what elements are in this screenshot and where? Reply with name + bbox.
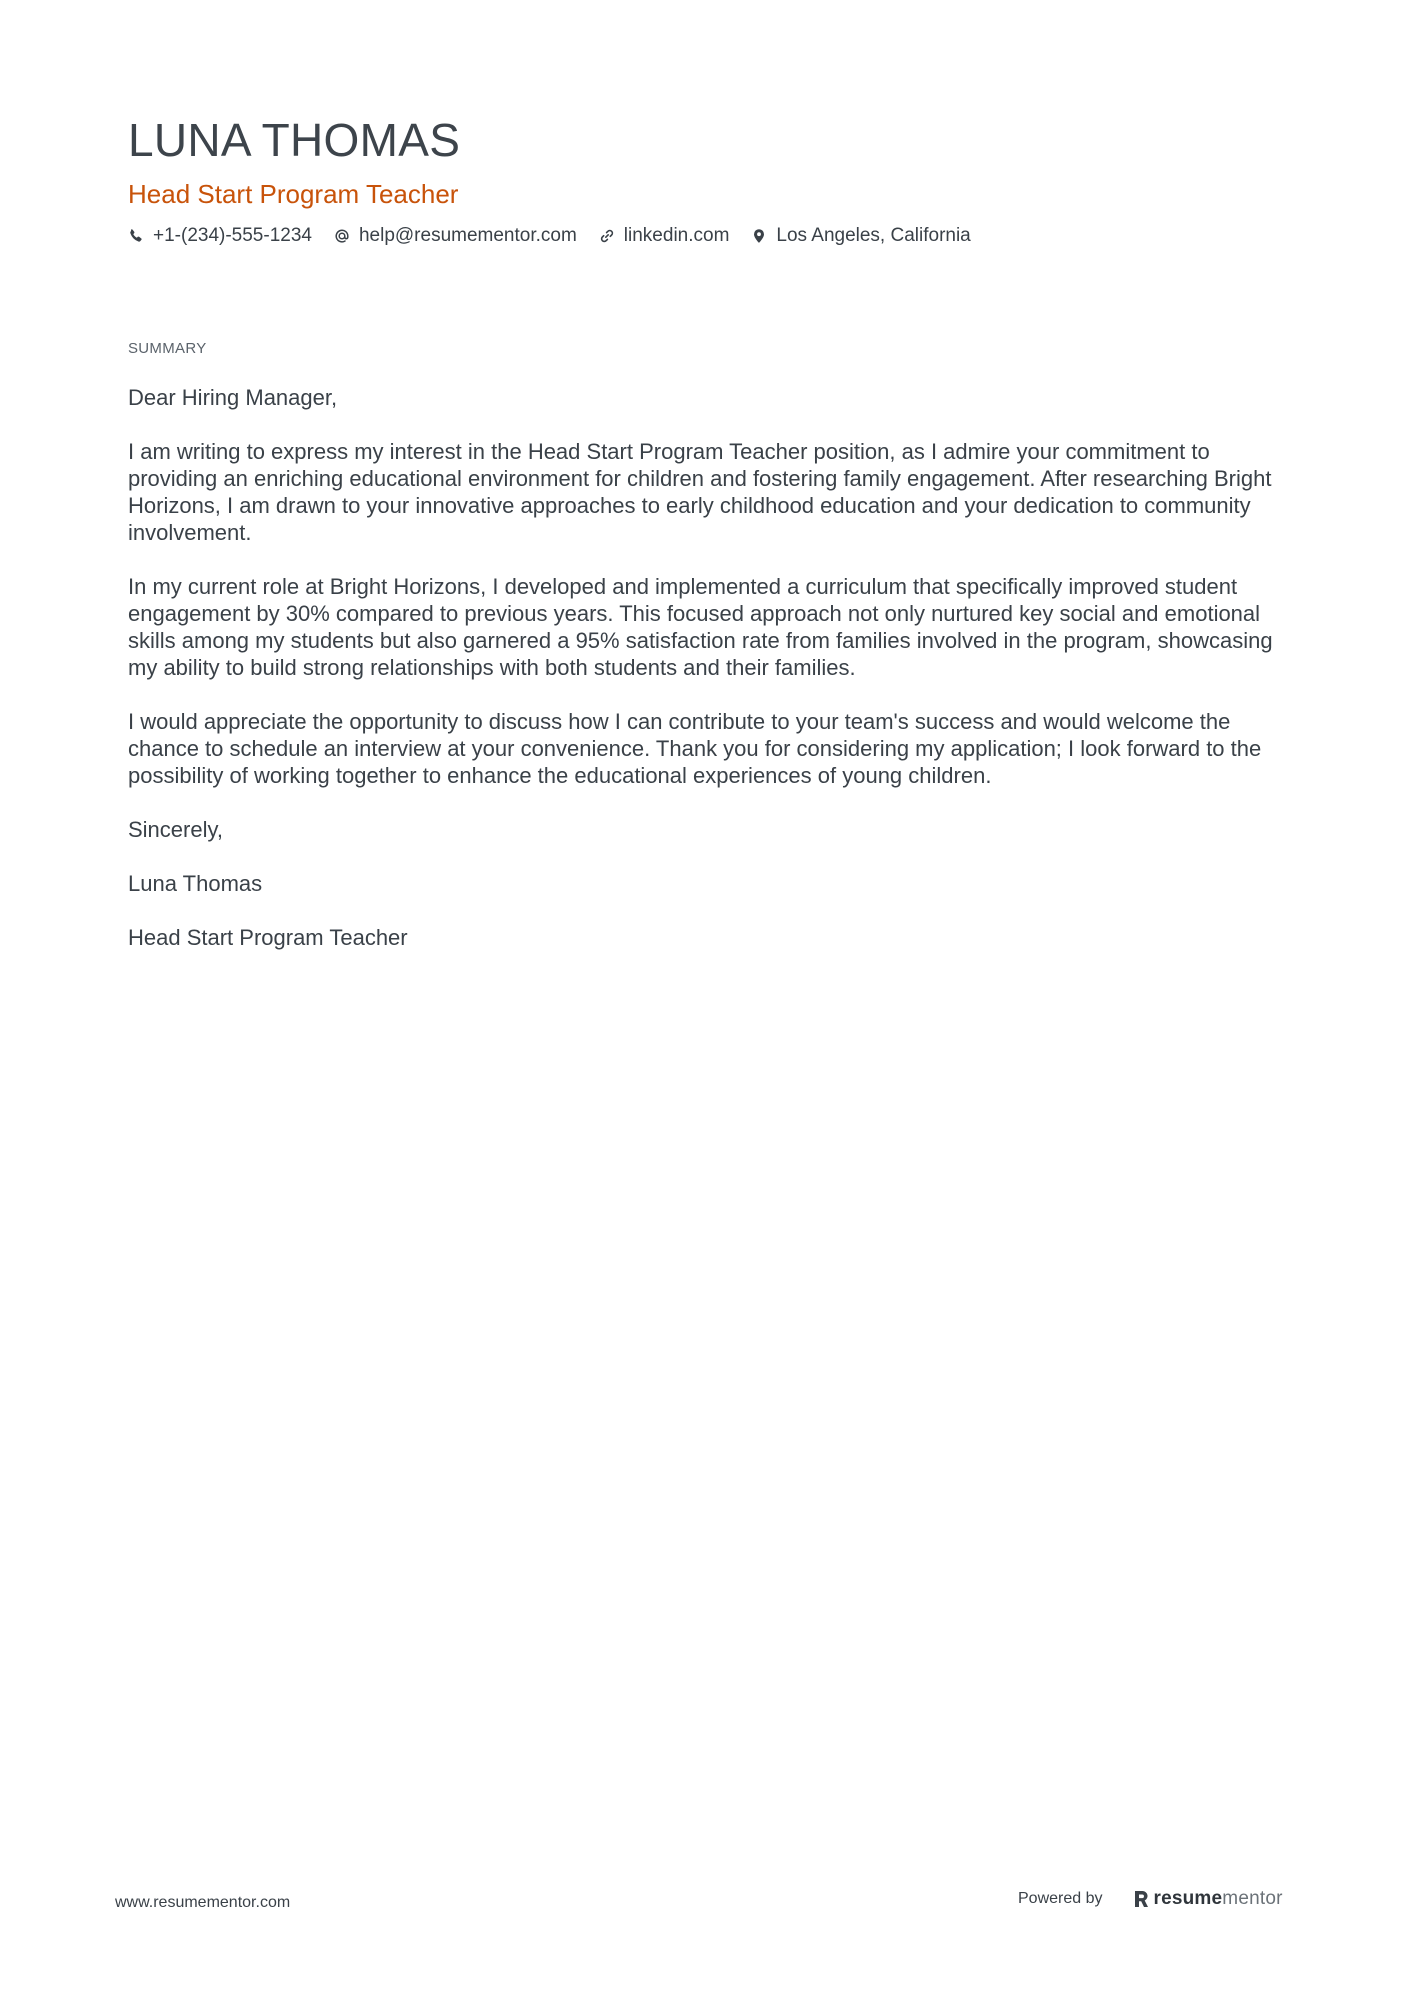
applicant-name: LUNA THOMAS [128, 114, 461, 166]
letter-header [128, 112, 1288, 248]
signature-name: Luna Thomas [128, 871, 263, 896]
applicant-job-title: Head Start Program Teacher [128, 179, 459, 209]
brand-name-strong: resume [1153, 1888, 1223, 1909]
letter-greeting: Dear Hiring Manager, [128, 385, 338, 410]
contact-linkedin[interactable] [599, 224, 730, 248]
link-icon [599, 228, 615, 244]
contact-linkedin-text[interactable]: linkedin.com [623, 225, 730, 246]
section-label: SUMMARY [128, 340, 207, 357]
location-pin-icon [751, 228, 767, 244]
footer-website-link[interactable]: www.resumementor.com [115, 1894, 291, 1911]
contact-location [751, 224, 970, 248]
contact-location-text: Los Angeles, California [776, 225, 971, 246]
contact-phone [128, 224, 312, 248]
contact-phone-text: +1-(234)-555-1234 [153, 225, 312, 246]
contact-info [128, 224, 1288, 248]
footer-powered-by [1018, 1888, 1283, 1910]
powered-by-label: Powered by [1018, 1890, 1103, 1907]
letter-closing: Sincerely, [128, 817, 223, 842]
letter-paragraph: In my current role at Bright Horizons, I developed and implemented a curriculum that specifically improved student engagement by 30% compared to previous years. This focused approach not only nurtured key social and emotional skills among my students but also garnered a 95% satisfaction rate from families involved in the program, showcasing my ability to build strong relationships with both students and their families. [128, 574, 1273, 680]
signature-title: Head Start Program Teacher [128, 925, 408, 950]
contact-email-text[interactable]: help@resumementor.com [358, 225, 577, 246]
letter-paragraph: I am writing to express my interest in the Head Start Program Teacher position, as I admire your commitment to providing an enriching educational environment for children and fostering family engagement. After researching Bright Horizons, I am drawn to your innovative approaches to early childhood education and your dedication to community involvement. [128, 439, 1272, 545]
phone-icon [128, 228, 144, 244]
resumementor-logo-icon [1133, 1889, 1151, 1909]
brand-name-light: mentor [1222, 1888, 1283, 1909]
letter-body [128, 384, 1298, 978]
resumementor-brand[interactable] [1133, 1888, 1283, 1910]
at-icon [334, 228, 350, 244]
contact-email[interactable] [334, 224, 577, 248]
letter-paragraph: I would appreciate the opportunity to discuss how I can contribute to your team's success and would welcome the chance to schedule an interview at your convenience. Thank you for considering my application; I look forward to the possibility of working together to enhance the educational experiences of young children. [128, 709, 1262, 788]
